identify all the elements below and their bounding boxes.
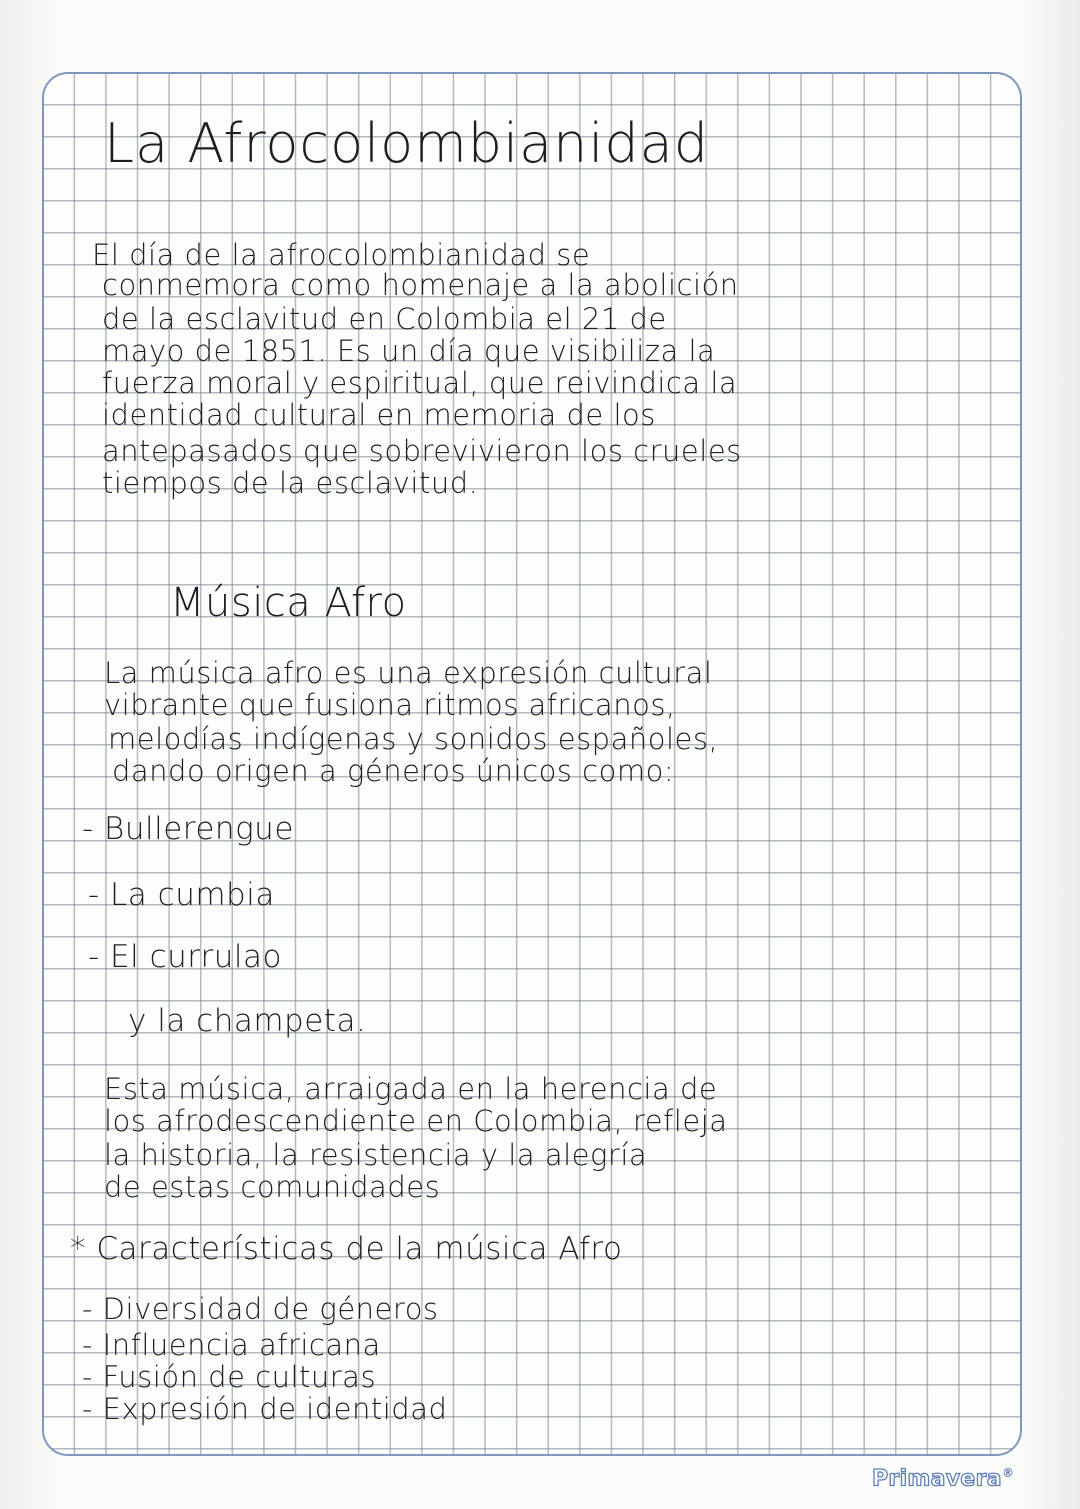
genre-item: - La cumbia bbox=[88, 877, 275, 913]
closing-line: la historia, la resistencia y la alegría bbox=[104, 1138, 648, 1172]
characteristic-item: - Diversidad de géneros bbox=[82, 1292, 439, 1326]
characteristic-item: - Expresión de identidad bbox=[82, 1392, 448, 1426]
genre-item: - El currulao bbox=[88, 939, 282, 975]
music-line: La música afro es una expresión cultural bbox=[104, 656, 713, 690]
characteristic-item: - Fusión de culturas bbox=[82, 1360, 377, 1394]
closing-line: Esta música, arraigada en la herencia de bbox=[104, 1072, 718, 1106]
brand-text: Primavera bbox=[872, 1466, 1002, 1492]
intro-line: El día de la afrocolombianidad se bbox=[92, 238, 591, 272]
section-heading: Música Afro bbox=[170, 580, 407, 626]
intro-line: fuerza moral y espiritual, que reivindica la bbox=[102, 366, 738, 400]
characteristic-item: - Influencia africana bbox=[82, 1328, 381, 1362]
music-line: dando origen a géneros únicos como: bbox=[112, 754, 675, 788]
genre-item: - Bullerengue bbox=[82, 811, 294, 847]
music-line: melodías indígenas y sonidos españoles, bbox=[108, 722, 719, 756]
music-line: vibrante que fusiona ritmos africanos, bbox=[104, 688, 676, 722]
notebook-brand-logo bbox=[872, 1466, 1014, 1491]
page-title: La Afrocolombianidad bbox=[104, 112, 710, 175]
intro-line: mayo de 1851. Es un día que visibiliza la bbox=[102, 334, 716, 368]
registered-mark: ® bbox=[1001, 1466, 1015, 1480]
closing-line: de estas comunidades bbox=[104, 1170, 441, 1204]
closing-line: los afrodescendiente en Colombia, refleja bbox=[104, 1104, 728, 1138]
genre-item: y la champeta. bbox=[128, 1003, 367, 1039]
intro-line: antepasados que sobrevivieron los crueles bbox=[102, 434, 742, 468]
intro-line: conmemora como homenaje a la abolición bbox=[102, 268, 739, 302]
intro-line: tiempos de la esclavitud. bbox=[102, 466, 479, 500]
characteristics-heading: * Características de la música Afro bbox=[70, 1231, 623, 1267]
intro-line: identidad cultural en memoria de los bbox=[102, 398, 656, 432]
intro-line: de la esclavitud en Colombia el 21 de bbox=[102, 302, 667, 336]
